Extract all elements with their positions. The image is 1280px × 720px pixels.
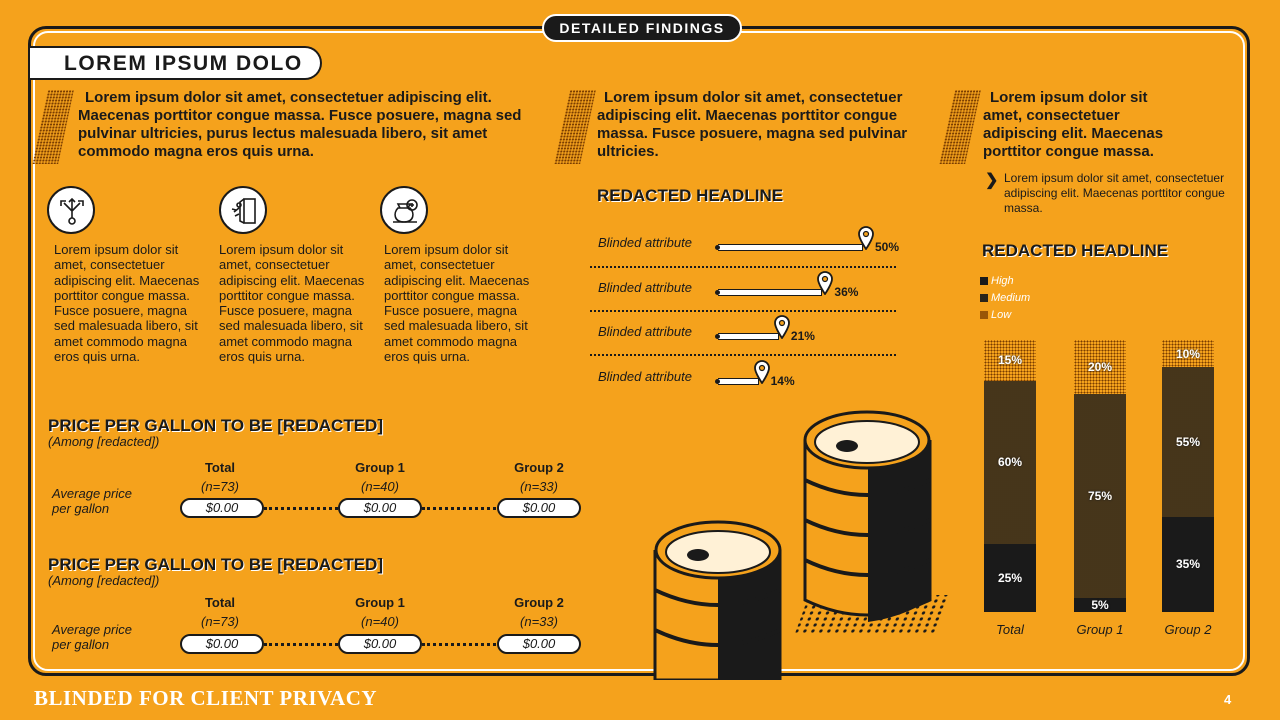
group-header: Group 2 [514,460,564,475]
attribute-percent: 36% [834,284,859,299]
group-sample-size: (n=73) [201,614,239,629]
attribute-label: Blinded attribute [598,279,692,295]
connector-dots [422,643,496,646]
intro-text-middle: Lorem ipsum dolor sit amet, consectetuer adipiscing elit. Maecenas porttitor congue massa. Fusce posuere, magna sed pulvinar ultricies. [597,89,908,160]
row-label: Average price per gallon [52,622,132,652]
oil-barrels-illustration [640,400,960,680]
section-tab: DETAILED FINDINGS [542,14,742,42]
stacked-chart-headline: REDACTED HEADLINE [982,241,1169,260]
group-header: Total [204,595,236,610]
connector-dots [264,643,338,646]
location-pin-icon [857,226,875,250]
bar-start-dot [715,334,720,339]
page-title: LOREM IPSUM DOLO [64,52,303,75]
page-title-box [30,46,322,80]
attribute-bar [718,333,779,340]
group-sample-size: (n=33) [520,614,558,629]
intro-text-left: Lorem ipsum dolor sit amet, consectetuer adipiscing elit. Maecenas porttitor congue massa. Fusce posuere, magna sed pulvinar ultricies, purus lectus malesuada libero, sit amet commodo magna eros quis urna. [78,89,522,160]
divider-dotted [590,310,896,312]
price-section-heading: PRICE PER GALLON TO BE [REDACTED] [48,416,383,435]
attribute-percent: 50% [875,240,900,254]
bar-start-dot [715,290,720,295]
bar-start-dot [715,245,720,250]
segment-value-label: 60% [997,455,1023,470]
attribute-bar [718,289,822,296]
segment-value-label: 10% [1175,346,1201,361]
segment-value-label: 25% [997,571,1023,585]
location-pin-icon [816,271,834,295]
price-value-pill: $0.00 [338,634,422,654]
group-sample-size: (n=73) [201,479,239,494]
attribute-percent: 21% [790,329,815,343]
legend-label: High [991,275,1014,287]
segment-value-label: 35% [1175,557,1201,572]
group-sample-size: (n=33) [520,479,558,494]
divider-dotted [590,266,896,268]
bullet-chevron-icon: ❯ [985,172,999,189]
group-sample-size: (n=40) [361,614,399,629]
barrel-small [655,522,780,680]
barrel-large [805,412,930,622]
category-label: Total [996,622,1024,637]
group-header: Total [204,460,236,475]
segment-value-label: 55% [1175,435,1201,449]
attribute-bar [718,244,863,251]
bullet-text: Lorem ipsum dolor sit amet, consectetuer adipiscing elit. Maecenas porttitor congue massa. [1004,171,1225,215]
icon-column-text: Lorem ipsum dolor sit amet, consectetuer adipiscing elit. Maecenas porttitor congue massa. Fusce posuere, magna sed malesuada libero, sit amet commodo magna eros quis urna. [54,242,200,365]
group-header: Group 1 [355,595,405,610]
attribute-label: Blinded attribute [598,235,692,250]
row-label: Average price per gallon [52,486,132,516]
location-pin-icon [773,315,791,339]
price-value-pill: $0.00 [180,498,264,518]
intro-text-right: Lorem ipsum dolor sit amet, consectetuer adipiscing elit. Maecenas porttitor congue massa. [983,89,1164,160]
category-label: Group 1 [1076,622,1124,637]
price-value-pill: $0.00 [180,634,264,654]
price-section-subheading: (Among [redacted]) [48,573,160,588]
price-value-pill: $0.00 [338,498,422,518]
footer-text: BLINDED FOR CLIENT PRIVACY [34,686,378,710]
segment-value-label: 20% [1087,360,1113,375]
legend-low [980,309,1011,321]
group-header: Group 1 [355,460,405,475]
directions-icon [47,186,95,234]
price-value-pill: $0.00 [497,498,581,518]
connector-dots [422,507,496,510]
segment-value-label: 5% [1091,598,1109,613]
legend-label: Low [991,309,1012,321]
icon-column-text: Lorem ipsum dolor sit amet, consectetuer adipiscing elit. Maecenas porttitor congue massa. Fusce posuere, magna sed malesuada libero, sit amet commodo magna eros quis urna. [384,242,530,365]
category-label: Group 2 [1164,622,1212,637]
bar-start-dot [715,379,720,384]
icon-column-text: Lorem ipsum dolor sit amet, consectetuer adipiscing elit. Maecenas porttitor congue massa. Fusce posuere, magna sed malesuada libero, sit amet commodo magna eros quis urna. [219,242,365,365]
attribute-label: Blinded attribute [598,324,692,339]
money-bag-icon [380,186,428,234]
legend-high [980,275,1014,287]
legend-label: Medium [991,292,1031,304]
group-header: Group 2 [514,595,564,610]
price-value-pill: $0.00 [497,634,581,654]
price-section-heading: PRICE PER GALLON TO BE [REDACTED] [48,555,383,574]
attribute-headline: REDACTED HEADLINE [597,186,784,205]
exit-door-icon [219,186,267,234]
legend-medium [980,292,1030,304]
price-section-subheading: (Among [redacted]) [48,434,160,449]
attribute-label: Blinded attribute [598,368,692,384]
segment-value-label: 15% [997,353,1023,368]
connector-dots [264,507,338,510]
attribute-percent: 14% [770,373,795,388]
divider-dotted [590,354,896,356]
segment-value-label: 75% [1087,489,1113,504]
page-number: 4 [1224,692,1232,707]
group-sample-size: (n=40) [361,479,399,494]
location-pin-icon [753,360,771,384]
